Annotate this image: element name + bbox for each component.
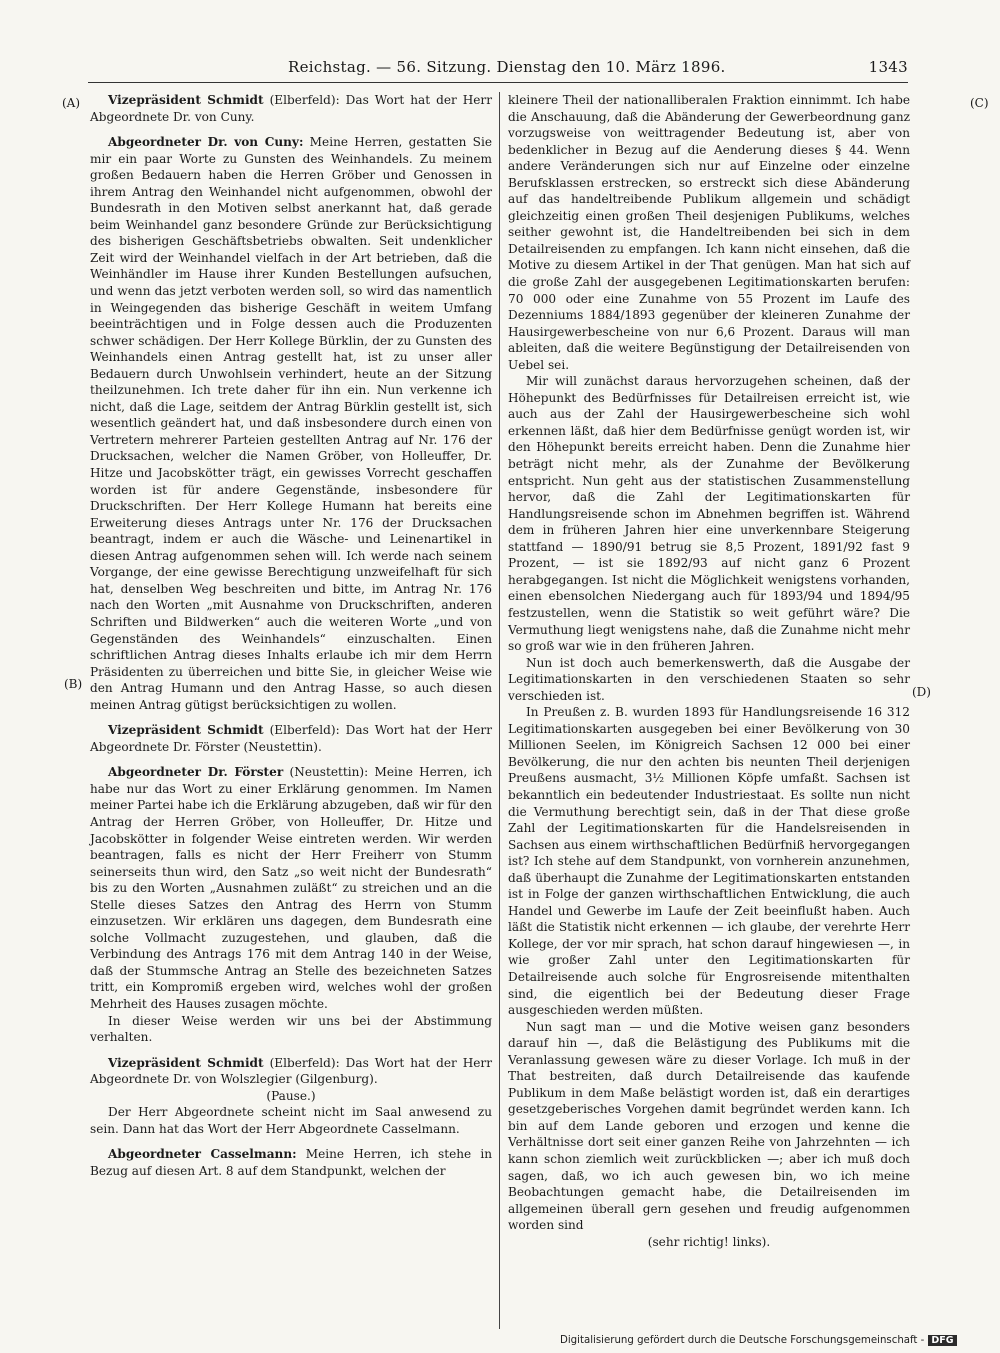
interjection: (sehr richtig! links). [647, 1234, 771, 1249]
page-header [88, 56, 908, 78]
stage-direction: (Pause.) [266, 1088, 316, 1103]
speaker-name: Vizepräsident Schmidt [108, 1055, 264, 1070]
column-divider [499, 92, 500, 1329]
header-rule [88, 82, 908, 83]
paragraph-text: (Elberfeld): Das Wort hat der Herr Abgeordnete Dr. von Wolszlegier (Gilgenburg). [90, 1055, 492, 1087]
digitization-footer [560, 1335, 970, 1349]
speaker-name: Vizepräsident Schmidt [108, 723, 264, 738]
paragraph [90, 1055, 492, 1088]
paragraph [90, 764, 492, 1012]
right-column [508, 92, 910, 1250]
paragraph-text: Meine Herren, gestatten Sie mir ein paar Worte zu Gunsten des Weinhandels. Zu meinem großen Bedauern haben die Herren Gröber und Genossen in ihrem Antrag den Weinhandel nicht aufgenommen, obwohl der Bundesrath in den Motiven selbst anerkannt hat, daß gerade beim Weinhandel ganz besondere Gründe zur Berücksichtigung des bisherigen Geschäftsbetriebs obwalten. Seit undenklicher Zeit wird der Weinhandel vielfach in der Art betrieben, daß die Weinhändler im Hause ihrer Kunden Bestellungen aufsuchen, und wenn das jetzt verboten werden soll, so wird das namentlich in Weingegenden das bisherige Geschäft in weitem Umfang beeinträchtigen und in Folge dessen auch die Produzenten schwer schädigen. Der Herr Kollege Bürklin, der zu Gunsten des Weinhandels einen Antrag gestellt hat, ist zu unser aller Bedauern durch Unwohlsein verhindert, heute an der Sitzung theilzunehmen. Ich trete daher für ihn ein. Nun verkenne ich nicht, daß die Lage, seitdem der Antrag Bürklin gestellt ist, sich wesentlich geändert hat, und daß insbesondere durch einen von Vertretern mehrerer Parteien gestellten Antrag auf Nr. 176 der Drucksachen, welcher die Namen Gröber, von Holleuffer, Dr. Hitze und Jacobskötter trägt, ein gewisses Vorrecht geschaffen worden ist für andere Gegenstände, insbesondere für Druckschriften. Der Herr Kollege Humann hat bereits eine Erweiterung dieses Antrags unter Nr. 176 der Drucksachen beantragt, indem er auch die Wäsche- und Leinenartikel in diesen Antrag aufgenommen sehen will. Ich werde nach seinem Vorgange, der eine gewisse Berechtigung unzweifelhaft für sich hat, denselben Weg beschreiten und bitte, im Antrag Nr. 176 nach den Worten „mit Ausnahme von Druckschriften, anderen Schriften und Bildwerken“ auch die weiteren Worte „und von Gegenständen des Weinhandels“ einzuschalten. Einen schriftlichen Antrag dieses Inhalts erlaube ich mir dem Herrn Präsidenten zu überreichen und bitte Sie, in gleicher Weise wie den Antrag Humann und den Antrag Hasse, so auch diesen meinen Antrag gütigst berücksichtigen zu wollen. [90, 135, 492, 712]
paragraph-text: (Elberfeld): Das Wort hat der Herr Abgeordnete Dr. von Cuny. [90, 93, 492, 124]
page-number: 1343 [868, 58, 908, 76]
paragraph-text: Meine Herren, ich stehe in Bezug auf diesen Art. 8 auf dem Standpunkt, welchen der [90, 1147, 492, 1178]
paragraph [90, 134, 492, 713]
speaker-name: Vizepräsident Schmidt [108, 93, 264, 107]
left-column [90, 92, 492, 1179]
paragraph [90, 92, 492, 125]
speaker-name: Abgeordneter Casselmann: [108, 1147, 297, 1162]
margin-letter-d: (D) [912, 685, 931, 699]
margin-letter-a: (A) [62, 96, 81, 110]
paragraph: In dieser Weise werden wir uns bei der Abstimmung verhalten. [90, 1013, 492, 1045]
paragraph: kleinere Theil der nationalliberalen Fraktion einnimmt. Ich habe die Anschauung, daß die Abänderung der Gewerbeordnung ganz vorzugsweise von weittragender Bedeutung ist, aber von bedenklicher in Bezug auf die Aenderung dieses § 44. Wenn andere Veränderungen sich nur auf Einzelne oder einzelne Berufsklassen erstrecken, so erstreckt sich diese Abänderung auf das handeltreibende Publikum allgemein und schädigt gleichzeitig einen großen Theil desjenigen Publikums, welches seither gewohnt ist, die Handeltreibenden bei sich in dem Detailreisenden zu empfangen. Ich kann nicht einsehen, daß die Motive zu diesem Artikel in der That genügen. Man hat sich auf die große Zahl der ausgegebenen Legitimationskarten berufen: 70 000 oder eine Zunahme von 55 Prozent im Laufe des Dezenniums 1884/1893 gegenüber der kleineren Zunahme der Hausirgewerbescheine von nur 6,6 Prozent. Daraus will man ableiten, daß die weitere Begünstigung der Detailreisenden von Uebel sei. [508, 93, 910, 372]
footer-text: Digitalisierung gefördert durch die Deutsche Forschungsgemeinschaft - [560, 1335, 925, 1346]
paragraph [90, 1146, 492, 1179]
running-title: Reichstag. — 56. Sitzung. Dienstag den 10. März 1896. [288, 58, 726, 76]
margin-letter-c: (C) [970, 96, 989, 110]
paragraph-text: (Elberfeld): Das Wort hat der Herr Abgeordnete Dr. Förster (Neustettin). [90, 723, 492, 754]
paragraph: Mir will zunächst daraus hervorzugehen scheinen, daß der Höhepunkt des Bedürfnisses für Detailreisen erreicht ist, wie auch aus der Zahl der Hausirgewerbescheine sich wohl erkennen läßt, daß hier dem Bedürfnisse genügt worden ist, wir den Höhepunkt bereits erreicht haben. Denn die Zunahme hier beträgt nicht mehr, als der Zunahme der Bevölkerung entspricht. Nun geht aus der statistischen Zusammenstellung hervor, daß die Zahl der Legitimationskarten für Handlungsreisende schon im Abnehmen begriffen ist. Während dem in früheren Jahren hier eine unverkennbare Steigerung stattfand — 1890/91 betrug sie 8,5 Prozent, 1891/92 fast 9 Prozent, — ist sie 1892/93 auf nicht ganz 6 Prozent herabgegangen. Ist nicht die Möglichkeit wenigstens vorhanden, einen ebensolchen Niedergang auch für 1893/94 und 1894/95 festzustellen, wenn die Statistik so weit geführt wäre? Die Vermuthung liegt wenigstens nahe, daß die Zunahme nicht mehr so groß war wie in den früheren Jahren. [508, 374, 910, 654]
speaker-name: Abgeordneter Dr. Förster [108, 765, 284, 780]
speaker-name: Abgeordneter Dr. von Cuny: [108, 135, 304, 150]
paragraph-text: (Neustettin): Meine Herren, ich habe nur das Wort zu einer Erklärung genommen. Im Namen meiner Partei habe ich die Erklärung abzugeben, daß wir für den Antrag der Herren Gröber, von Holleuffer, Dr. Hitze und Jacobskötter in folgender Weise eintreten werden. Wir werden beantragen, falls es nicht der Herr Freiherr von Stumm seinerseits thun wird, den Satz „so weit nicht der Bundesrath“ bis zu den Worten „Ausnahmen zuläßt“ zu streichen und an die Stelle dieses Satzes den Antrag des Herrn von Stumm einzusetzen. Wir erklären uns dagegen, dem Bundesrath eine solche Vollmacht zuzugestehen, und glauben, daß die Verbindung des Antrags 176 mit dem Antrag 140 in der Weise, daß der Stummsche Antrag an Stelle des bezeichneten Satzes tritt, ein Kompromiß ergeben wird, welches wohl der großen Mehrheit des Hauses zusagen möchte. [90, 765, 492, 1011]
margin-letter-b: (B) [64, 677, 83, 691]
dfg-logo: DFG [928, 1335, 956, 1346]
paragraph: In Preußen z. B. wurden 1893 für Handlungsreisende 16 312 Legitimationskarten ausgegeben bei einer Bevölkerung von 30 Millionen Seelen, im Königreich Sachsen 12 000 bei einer Bevölkerung, die nur den achten bis neunten Theil derjenigen Preußens ausmacht, 3½ Millionen Köpfe umfaßt. Sachsen ist bekanntlich ein bedeutender Industriestaat. Es sollte nun nicht die Vermuthung berechtigt sein, daß in der That diese große Zahl der Legitimationskarten für die Handelsreisenden in Sachsen aus einem wirthschaftlichen Bedürfniß hervorgegangen ist? Ich stehe auf dem Standpunkt, von vornherein anzunehmen, daß überhaupt die Zunahme der Legitimationskarten entstanden ist in Folge der ganzen wirthschaftlichen Entwicklung, die auch Handel und Gewerbe im Laufe der Zeit beeinflußt haben. Auch läßt die Statistik nicht erkennen — ich glaube, der verehrte Herr Kollege, der vor mir sprach, hat schon darauf hingewiesen —, in wie großer Zahl unter den Legitimationskarten für Detailreisende auch solche für Engrosreisende mitenthalten sind, die eigentlich bei der Bedeutung dieser Frage ausgeschieden werden müßten. [508, 705, 910, 1018]
paragraph [90, 722, 492, 755]
paragraph: Der Herr Abgeordnete scheint nicht im Saal anwesend zu sein. Dann hat das Wort der Herr Abgeordnete Casselmann. [90, 1105, 492, 1136]
paragraph: Nun ist doch auch bemerkenswerth, daß die Ausgabe der Legitimationskarten in den verschiedenen Staaten so sehr verschieden ist. [508, 655, 910, 703]
paragraph: Nun sagt man — und die Motive weisen ganz besonders darauf hin —, daß die Belästigung des Publikums mit die Veranlassung gewesen wäre zu dieser Vorlage. Ich muß in der That bestreiten, daß durch Detailreisende das kaufende Publikum in dem Maße belästigt worden ist, daß ein derartiges gesetzgeberisches Vorgehen damit begründet werden kann. Ich bin auf dem Lande geboren und erzogen und kenne die Verhältnisse dort seit einer ganzen Reihe von Jahrzehnten — ich kann schon ziemlich weit zurückblicken —; aber ich muß doch sagen, daß, wo ich auch gewesen bin, wo ich meine Beobachtungen gemacht habe, die Detailreisenden im allgemeinen überall gern gesehen und freudig aufgenommen worden sind [508, 1019, 910, 1233]
